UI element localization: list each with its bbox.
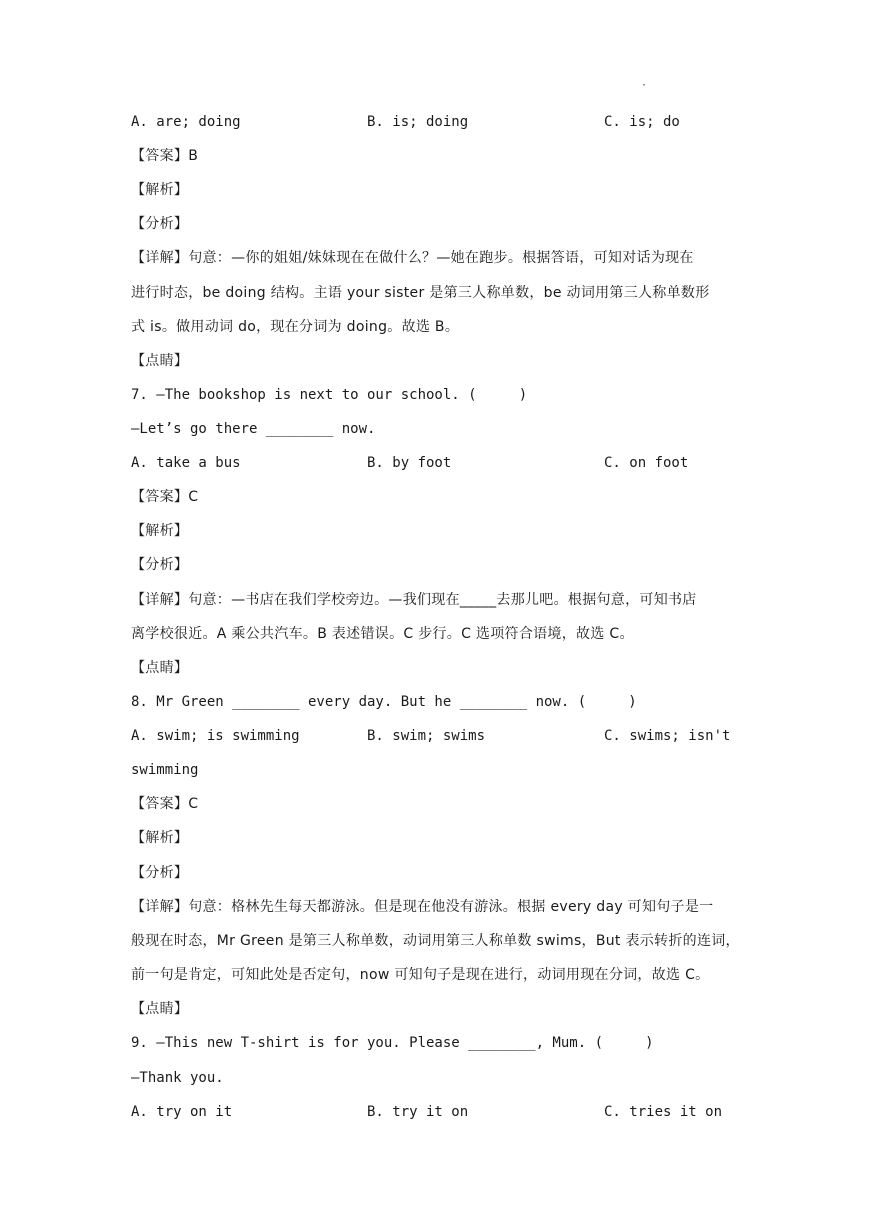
q7-dianjing-heading: 【点睛】 (131, 660, 189, 676)
q8-detail-line-2: 般现在时态，Mr Green 是第三人称单数，动词用第三人称单数 swims，But 表示转折的连词， (131, 933, 740, 949)
q8-option-c-wrap: swimming (131, 762, 199, 778)
q7-jiexi-heading: 【解析】 (131, 523, 189, 539)
q9-question-line-2: —Thank you. (131, 1070, 224, 1086)
header-mark: · (641, 80, 648, 91)
q6-detail-line-1: 【详解】句意：—你的姐姐/妹妹现在在做什么？—她在跑步。根据答语，可知对话为现在 (131, 250, 694, 266)
q7-question-line-1: 7. —The bookshop is next to our school. ( ) (131, 387, 528, 403)
q8-dianjing-heading: 【点睛】 (131, 1001, 189, 1017)
q6-jiexi-heading: 【解析】 (131, 182, 189, 198)
q6-detail-line-2: 进行时态，be doing 结构。主语 your sister 是第三人称单数，be 动词用第三人称单数形 (131, 285, 710, 301)
q7-option-a: A. take a bus (131, 455, 241, 471)
q6-answer: 【答案】B (131, 148, 199, 164)
q7-detail-line-2: 离学校很近。A 乘公共汽车。B 表述错误。C 步行。C 选项符合语境，故选 C。 (131, 626, 634, 642)
q7-answer: 【答案】C (131, 489, 199, 505)
q8-answer: 【答案】C (131, 796, 199, 812)
q8-detail-line-3: 前一句是肯定，可知此处是否定句，now 可知句子是现在进行，动词用现在分词，故选 C。 (131, 967, 710, 983)
q6-fenxi-heading: 【分析】 (131, 216, 189, 232)
q6-option-b: B. is; doing (367, 114, 469, 130)
q6-detail-line-3: 式 is。做用动词 do，现在分词为 doing。故选 B。 (131, 319, 460, 335)
q8-option-a: A. swim; is swimming (131, 728, 300, 744)
q7-detail-line-1: 【详解】句意：—书店在我们学校旁边。—我们现在_____去那儿吧。根据句意，可知书店 (131, 592, 697, 608)
q9-option-b: B. try it on (367, 1104, 469, 1120)
q9-option-c: C. tries it on (604, 1104, 723, 1120)
q8-jiexi-heading: 【解析】 (131, 830, 189, 846)
q9-question-line-1: 9. —This new T-shirt is for you. Please ________, Mum. ( ) (131, 1035, 654, 1051)
q8-option-c: C. swims; isn't (604, 728, 731, 744)
q9-option-a: A. try on it (131, 1104, 233, 1120)
q6-option-a: A. are; doing (131, 114, 241, 130)
q6-dianjing-heading: 【点睛】 (131, 353, 189, 369)
q8-question-line-1: 8. Mr Green ________ every day. But he ________ now. ( ) (131, 694, 637, 710)
q6-option-c: C. is; do (604, 114, 680, 130)
q8-fenxi-heading: 【分析】 (131, 865, 189, 881)
q8-option-b: B. swim; swims (367, 728, 486, 744)
q7-option-b: B. by foot (367, 455, 452, 471)
q7-option-c: C. on foot (604, 455, 689, 471)
q8-detail-line-1: 【详解】句意：格林先生每天都游泳。但是现在他没有游泳。根据 every day 可知句子是一 (131, 899, 714, 915)
q7-fenxi-heading: 【分析】 (131, 557, 189, 573)
q7-question-line-2: —Let’s go there ________ now. (131, 421, 376, 437)
